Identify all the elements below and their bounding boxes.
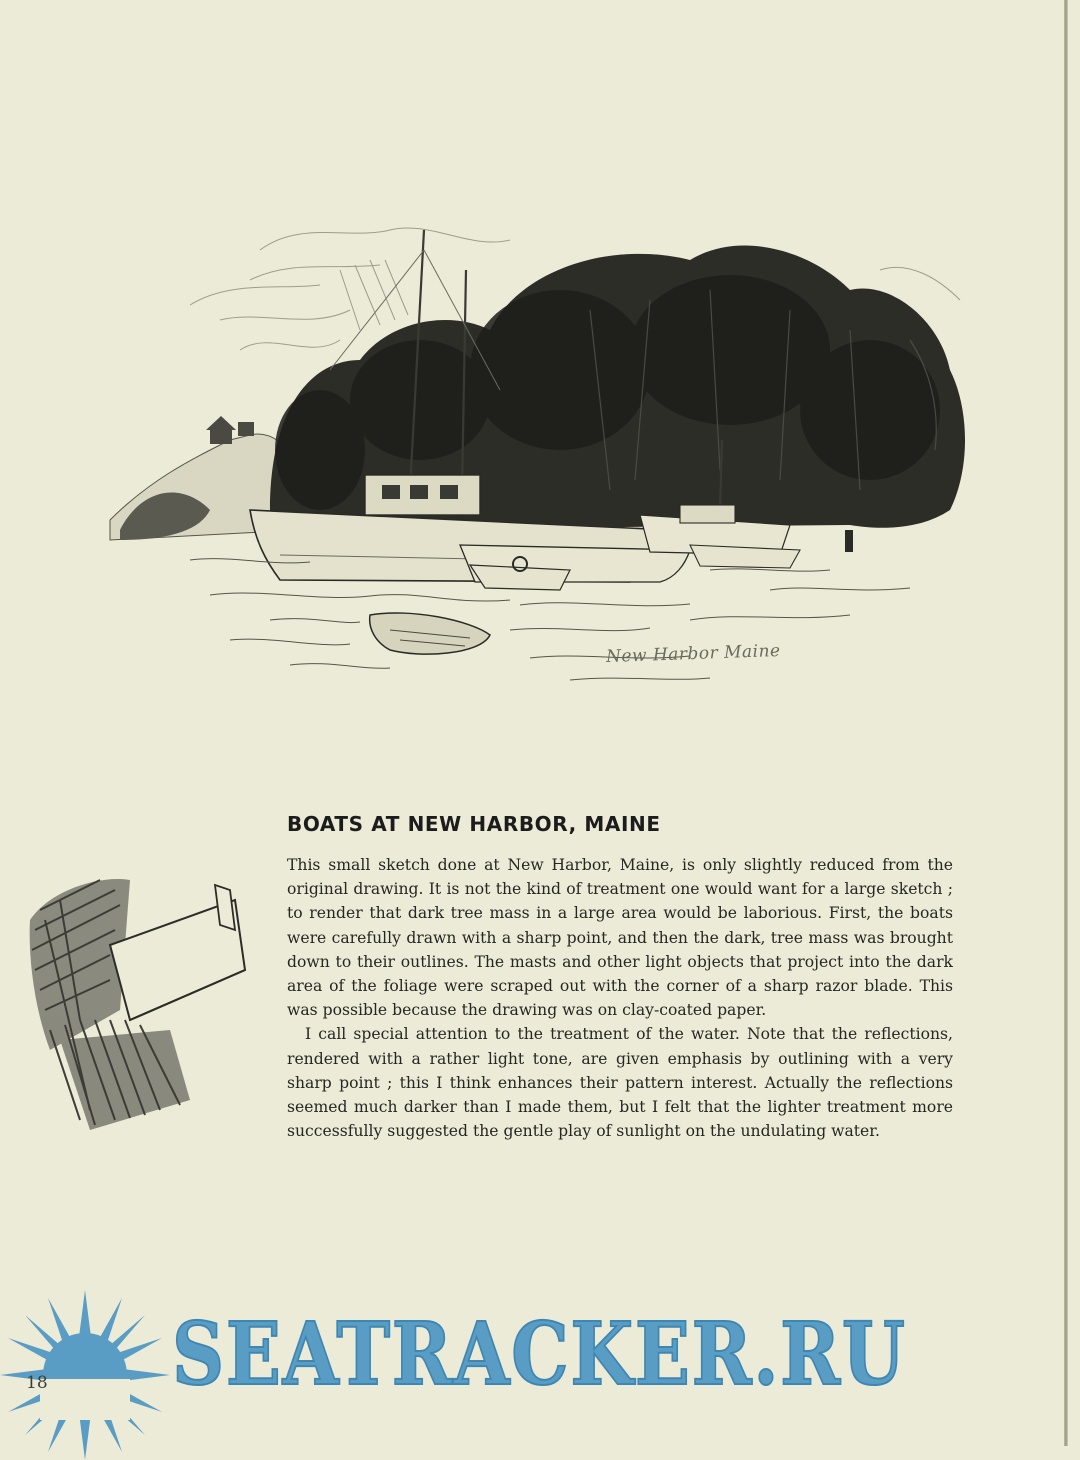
harbor-sketch-illustration — [90, 210, 990, 690]
article-body — [287, 853, 953, 1143]
page-number: 18 — [26, 1373, 48, 1393]
watermark-text: SEATRACKER.RU — [172, 1304, 907, 1405]
artist-signature: New Harbor Maine — [605, 640, 781, 668]
page-gutter — [1064, 0, 1068, 1446]
body-paragraph: I call special attention to the treatment of the water. Note that the reflections, rendered with a rather light tone, are given emphasis by outlining with a very sharp point ; this I think enhances their pattern interest. Actually the reflections seemed much darker than I made them, but I felt that the lighter treatment more successfully suggested the gentle play of sunlight on the undulating water. — [287, 1025, 953, 1141]
body-paragraph: This small sketch done at New Harbor, Maine, is only slightly reduced from the original drawing. It is not the kind of treatment one would want for a large sketch ; to render that dark tree mass in a large area would be laborious. First, the boats were carefully drawn with a sharp point, and then the dark, tree mass was brought down to their outlines. The masts and other light objects that project into the dark area of the foliage were scraped out with the corner of a sharp razor blade. This was possible because the drawing was on clay-coated paper. — [287, 856, 953, 1020]
watermark — [0, 1270, 1080, 1446]
section-heading: BOATS AT NEW HARBOR, MAINE — [287, 812, 661, 836]
technique-sketch-illustration — [20, 870, 250, 1135]
